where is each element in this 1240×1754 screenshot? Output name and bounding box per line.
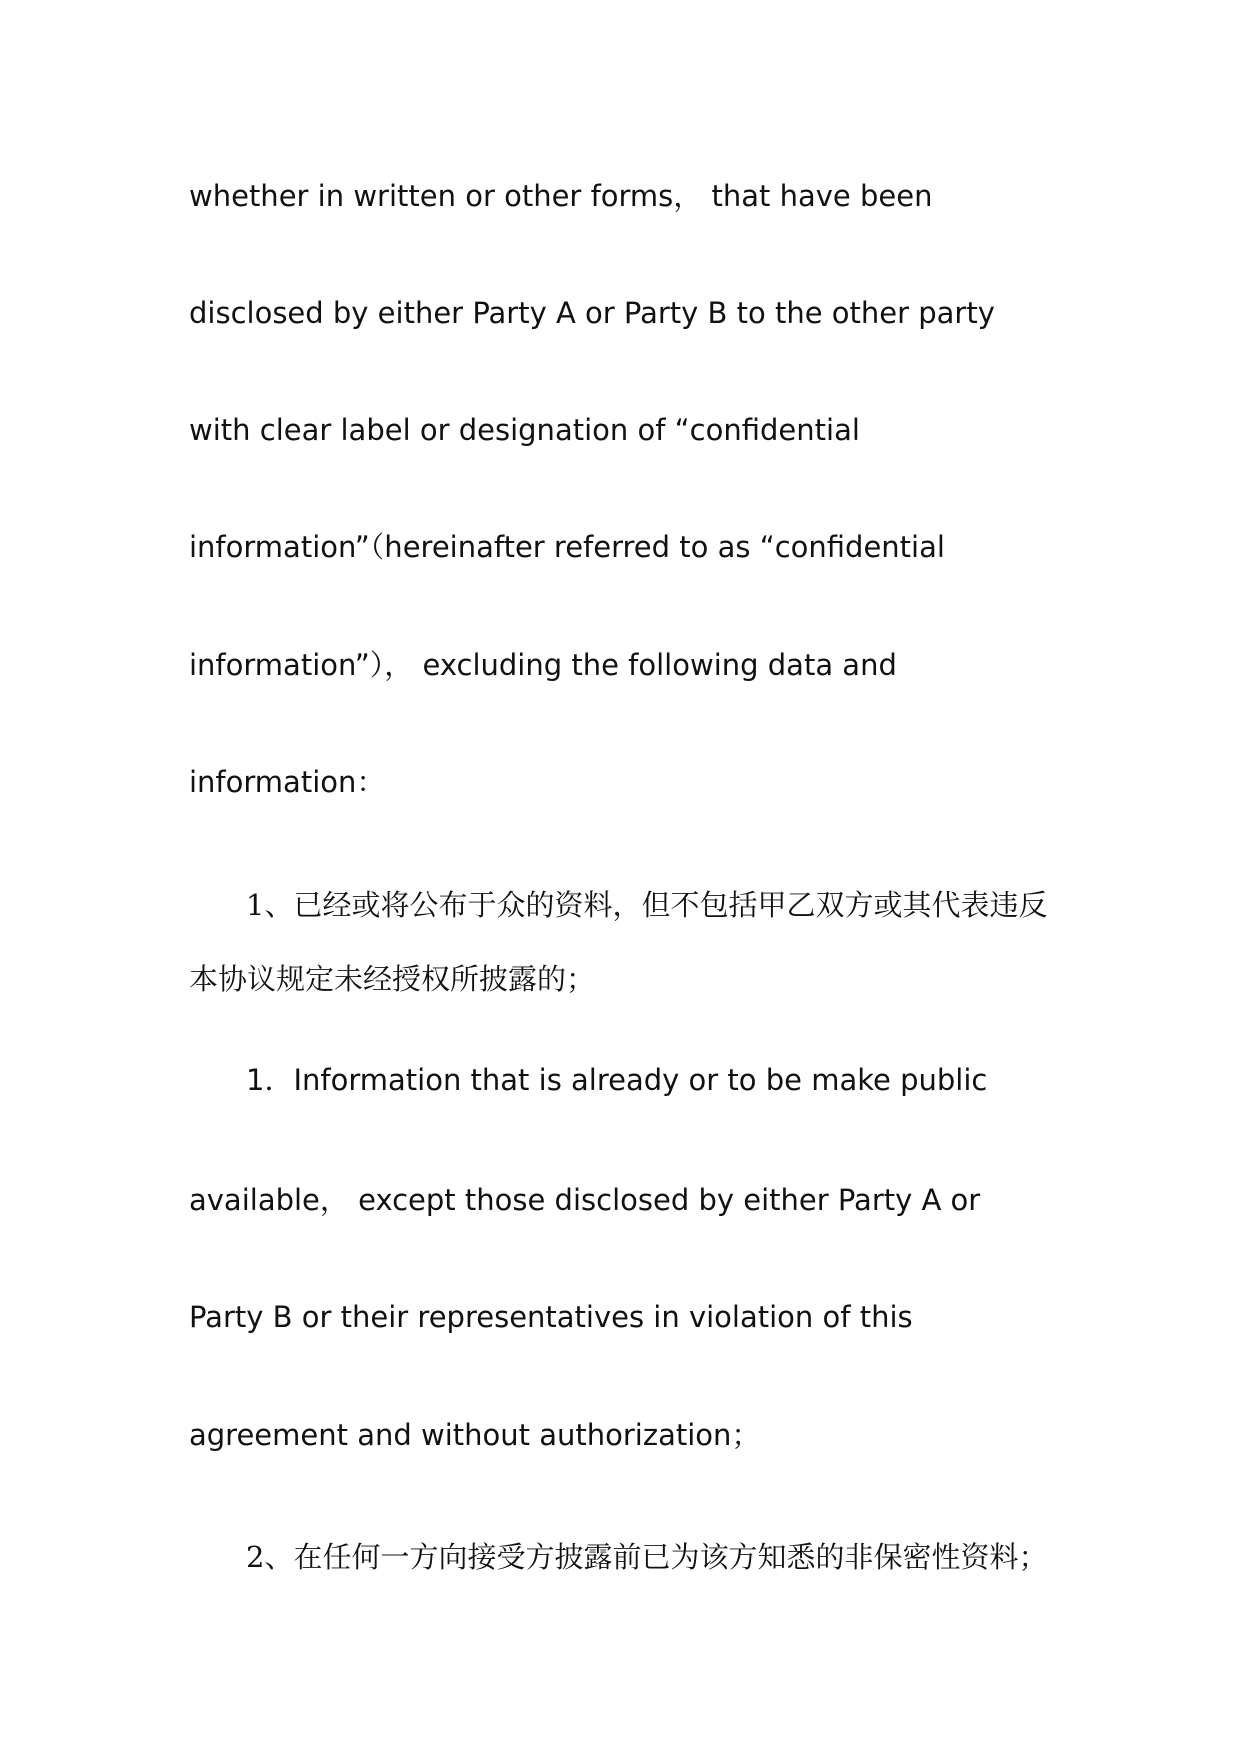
list-item-1-en: 1．Information that is already or to be make public — [246, 1063, 988, 1097]
list-item-2-zh: 2、在任何一方向接受方披露前已为该方知悉的非保密性资料； — [246, 1540, 1048, 1574]
text-line: with clear label or designation of “confidential — [189, 413, 860, 447]
list-item-1-zh: 1、已经或将公布于众的资料，但不包括甲乙双方或其代表违反 — [246, 888, 1048, 922]
text-line: information”）， excluding the following data and — [189, 648, 897, 682]
text-line: information： — [189, 765, 386, 799]
list-item-1-zh-cont: 本协议规定未经授权所披露的； — [189, 962, 596, 996]
text-line: whether in written or other forms， that have been — [189, 179, 933, 213]
text-line: information”（hereinafter referred to as “confidential — [189, 530, 945, 564]
text-line: Party B or their representatives in violation of this — [189, 1300, 913, 1334]
text-line: agreement and without authorization； — [189, 1418, 761, 1452]
text-line: disclosed by either Party A or Party B to the other party — [189, 296, 995, 330]
text-line: available， except those disclosed by either Party A or — [189, 1183, 981, 1217]
